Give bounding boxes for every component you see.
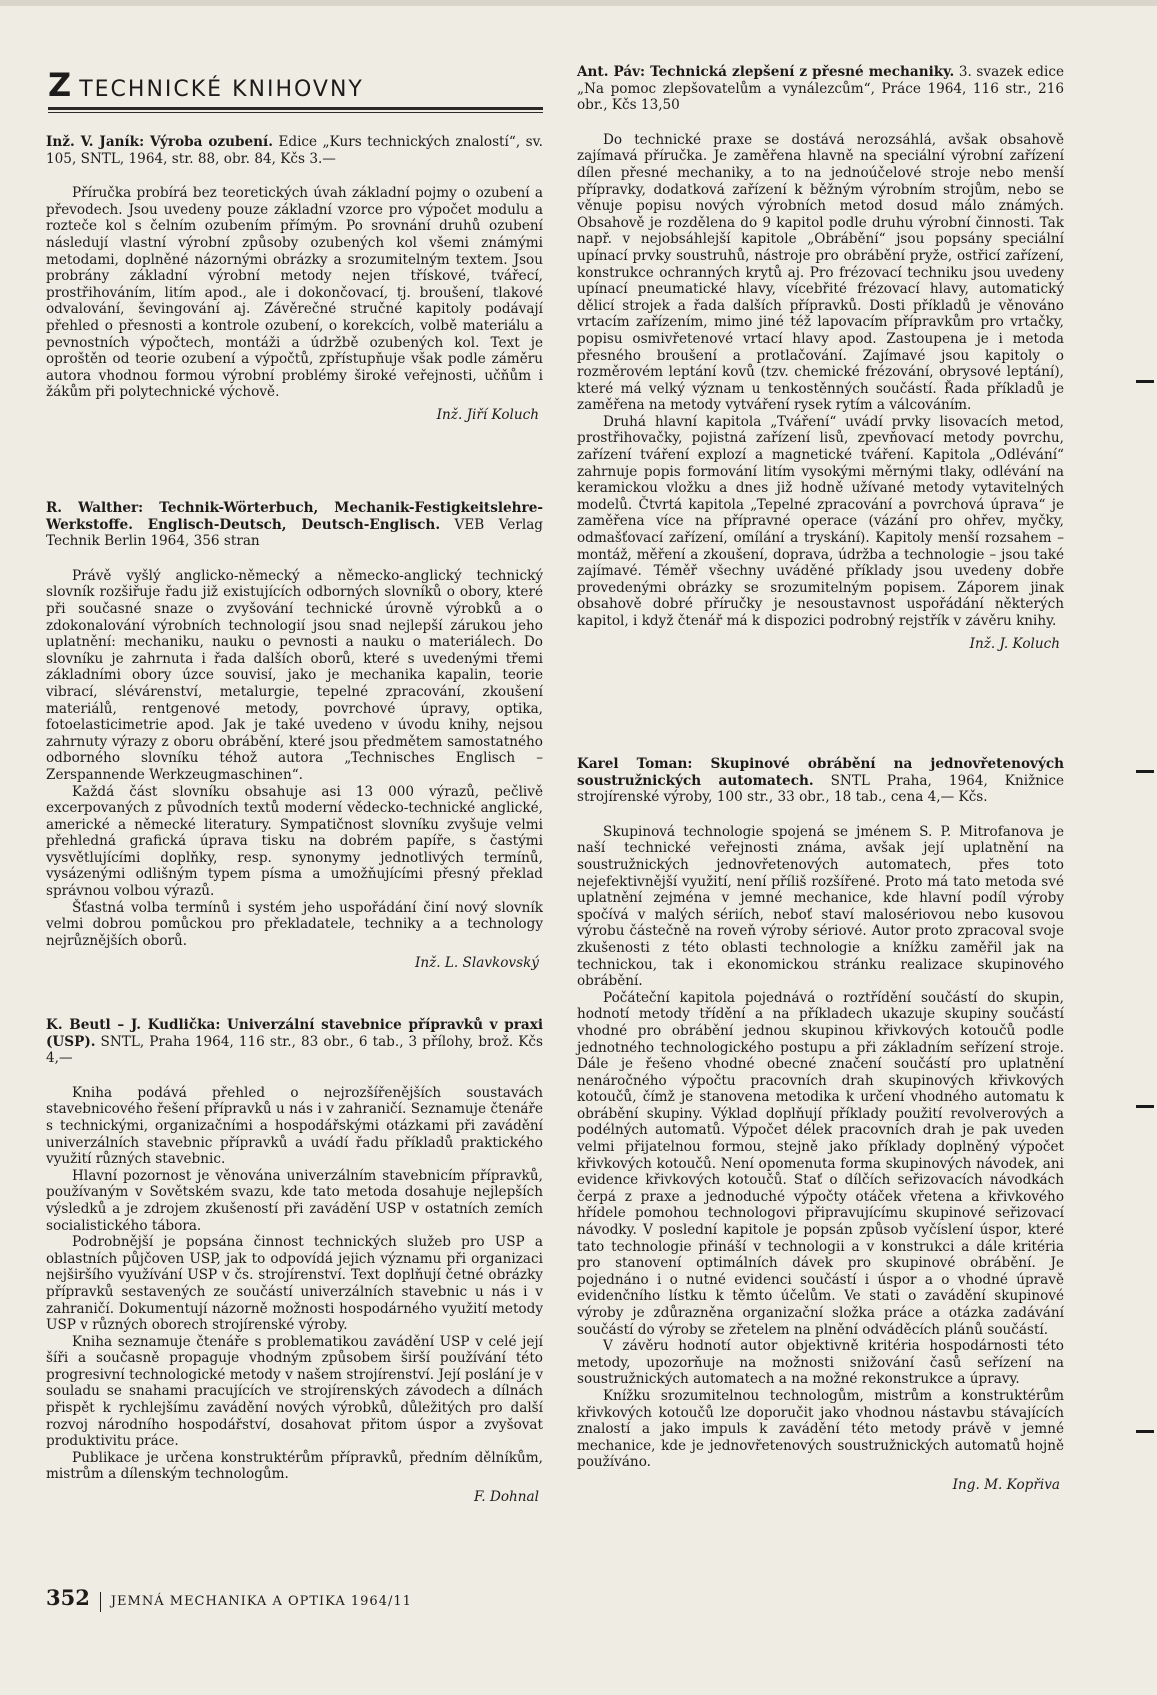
review-paragraph: V závěru hodnotí autor objektivně kritéria hospodárnosti této metody, upozorňuje na možnosti snižování časů seřízení na soustružnických automatech a na možné rekonstrukce a úpravy.: [577, 1338, 1064, 1388]
review-paragraph: Právě vyšlý anglicko-německý a německo-anglický technický slovník rozšiřuje řadu již existujících odborných slovníků o obory, které při současné snaze o zvyšování technické úrovně výrobků a o zdokonalování výrobních technologií jsou snad nejlepší zárukou jeho uplatnění: mechaniku, nauku o pevnosti a nauku o materiálech. Do slovníku je zahrnuta i řada dalších oborů, které s uvedenými třemi základními obory úzce souvisí, jako je mechanika kapalin, teorie vibrací, slévárenství, metalurgie, tepelné zpracování, zkoušení materiálů, rentgenové metody, povrchové úpravy, optika, fotoelasticimetrie apod. Jak je také uvedeno v úvodu knihy, nejsou zahrnuty výrazy z oboru obrábění, které jsou předmětem samostatného odborného slovníku téhož autora „Technisches Englisch – Zerspannende Werkzeugmaschinen“.: [46, 567, 543, 783]
review-header-rest: VEB Verlag Technik Berlin 1964, 356 stran: [46, 516, 544, 550]
review-paragraph: Podrobnější je popsána činnost technických služeb pro USP a oblastních půjčoven USP, jak to odpovídá jejich významu při organizaci nejširšího využívání USP v čs. strojírenství. Text doplňují četné obrázky přípravků sestavených ze součástí univerzálních stavebnic u nás i v zahraničí. Dokumentují názorně možnosti hospodárného využití metody USP v různých oborech strojírenské výroby.: [46, 1234, 543, 1334]
review-signature: Inž. J. Koluch: [969, 635, 1060, 652]
margin-mark: [1136, 1105, 1154, 1108]
review-paragraph: Příručka probírá bez teoretických úvah základní pojmy o ozubení a převodech. Jsou uvedeny pouze základní vzorce pro výpočet modulu a roztеče kol s čelním ozubením přímým. Po srovnání druhů ozubení následují vlastní výrobní způsoby ozubených kol všemi známými metodami, doplněné názornými obrázky a srozumitelným textem. Jsou probrány základní výrobní metody nejen třískové, tvářecí, prostřihováním, litím apod., ale i dokončovací, tj. broušení, tlakové odvalování, ševingování aj. Závěrečné stručné kapitoly podávají přehled o přesnosti a kontrole ozubení, o korekcích, volbě materiálu a pevnostních výpočtech, montáži a údržbě ozubených kol. Text je oproštěn od teorie ozubení a výpočtů, zpřístupňuje však podle záměru autora vhodnou formou výrobní problémy široké veřejnosti, učňům i žákům při polytechnické výchově.: [46, 185, 543, 401]
review-signature: Ing. M. Kopřiva: [952, 1476, 1060, 1493]
review-header: [577, 64, 1064, 114]
review-signature: Inž. Jiří Koluch: [436, 406, 539, 423]
review-header-rest: SNTL, Praha 1964, 116 str., 83 obr., 6 tab., 3 přílohy, brož. Kčs 4,—: [46, 1033, 543, 1067]
review-header-rest: SNTL Praha, 1964, Knižnice strojírenské výroby, 100 str., 33 obr., 18 tab., cena 4,— Kčs.: [577, 772, 1064, 806]
review-header-bold: Ant. Páv: Technická zlepšení z přesné mechaniky.: [577, 64, 955, 80]
review-header-rest: Edice „Kurs technických znalostí“, sv. 105, SNTL, 1964, str. 88, obr. 84, Kčs 3.—: [46, 134, 543, 167]
review-walther: [46, 500, 543, 972]
review-paragraph: Knížku srozumitelnou technologům, mistrům a konstruktérům křivkových kotoučů lze doporučit jako vhodnou nástavbu stávajících znalostí a jako impuls k zavádění této metody právě v jemné mechanice, kde je jednovřetenových soustružnických automatů hojně používáno.: [577, 1387, 1064, 1471]
journal-name: JEMNÁ MECHANIKA A OPTIKA 1964/11: [110, 1594, 412, 1609]
review-paragraph: Skupinová technologie spojená se jménem S. P. Mitrofanova je naší technické veřejnosti známa, avšak její uplatnění na soustružnických jednovřetenových automatech, přes toto nejefektivnější využití, není příliš rozšířené. Proto má tato metoda své uplatnění zejména v jemné mechanice, kde hlavní podíl výroby spočívá v malých sériích, neboť staví malosériovou nebo kusovou výrobu částečně na roveň výroby sériové. Autor proto zpracoval svoje zkušenosti z této oblasti technologie a knížku zaměřil jak na technickou, tak i ekonomickou stránku realizace skupinového obrábění.: [577, 823, 1064, 990]
margin-mark: [1136, 770, 1154, 773]
margin-mark: [1136, 380, 1154, 383]
section-rule-thin: [48, 112, 543, 113]
page-top-edge: [0, 0, 1157, 6]
section-title-initial: Z: [48, 66, 74, 104]
review-paragraph: Publikace je určena konstruktérům přípravků, předním dělníkům, mistrům a dílenským technologům.: [46, 1449, 543, 1483]
footer-separator: [100, 1592, 101, 1612]
review-header-rest: 3. svazek edice „Na pomoc zlepšovatelům a vynálezcům“, Práce 1964, 116 str., 216 obr., Kčs 13,50: [577, 64, 1064, 114]
review-pav: [577, 64, 1064, 652]
review-paragraph: Kniha podává přehled o nejrozšířenějších soustavách stavebnicového řešení přípravků u nás i v zahraničí. Seznamuje čtenáře s technickými, organizačními a hospodářskými otázkami při zavádění univerzálních stavebnic přípravků a uvádí řadu příkladů praktického využití různých stavebnic.: [46, 1084, 543, 1168]
section-title-rest: TECHNICKÉ KNIHOVNY: [79, 77, 364, 102]
review-signature: F. Dohnal: [473, 1489, 539, 1506]
section-title: [48, 66, 543, 110]
review-paragraph: Kniha seznamuje čtenáře s problematikou zavádění USP v celé její šíři a současně propaguje vhodným způsobem širší používání této progresivní technologické metody v našem strojírenství. Její poslání je v souladu se snahami pracujících ve strojírenských závodech a dílnách přispět k rychlejšímu zavádění nových výrobků, důležitých pro další rozvoj národního hospodářství, dosahovat přitom úspor a zvyšovat produktivitu práce.: [46, 1333, 543, 1450]
review-paragraph: Počáteční kapitola pojednává o roztřídění součástí do skupin, hodnotí metody třídění a na příkladech ukazuje skupiny součástí vhodné pro obrábění jednou skupinou křivkových kotoučů podle jednotného technologického postupu a při základním seřízení stroje. Dále je řešeno vhodné obecné značení součástí pro uplatnění nenáročného výpočtu pracovních drah skupinových křivkových kotoučů, čímž je stanovena metodika k určení vhodného automatu k obrábění skupiny. Výklad doplňují příklady použití revolverových a podélných automatů. Výpočet délek pracovních drah je pak uveden velmi přijatelnou formou, stejně jako příklady doplněný výpočet křivkových kotoučů. Není opomenuta forma skupinových návodek, ani evidence křivkových kotoučů. Stať o dílčích seřizovacích návodkách čerpá z praxe a jednoduché výpočty otáček vřetena a křivkového hřídele pomohou technologovi připravujícímu skupinové seřizovací návodky. V poslední kapitole je popsán způsob vyčíslení úspor, které tato technologie přináší v technologii a v konstrukci a dále kritéria pro stanovení optimálních dávek pro skupinové obrábění. Je pojednáno i o nutné evidenci součástí i úspor a o vhodné úpravě evidenčního lístku k těmto účelům. Ve stati o zavádění skupinové výroby je zdůrazněna organizační složka práce a otázka zadávání součástí do výroby se zřetelem na plnění odváděcích plánů součástí.: [577, 989, 1064, 1338]
review-header-bold: Karel Toman: Skupinové obrábění na jednovřetenových soustružnických automatech.: [577, 756, 1064, 789]
review-header-bold: Inž. V. Janík: Výroba ozubení.: [46, 134, 273, 150]
review-beutl: [46, 1017, 543, 1506]
review-janik: [46, 134, 543, 424]
section-rule: [48, 107, 543, 110]
page-number: 352: [46, 1585, 90, 1610]
review-paragraph: Šťastná volba termínů i systém jeho uspořádání činí nový slovník velmi dobrou pomůckou pro překladatele, techniky a a technology nejrůznějších oborů.: [46, 899, 543, 949]
review-header: [46, 500, 543, 550]
review-header: [46, 1017, 543, 1067]
review-paragraph: Druhá hlavní kapitola „Tváření“ uvádí prvky lisovacích metod, prostřihovačky, pojistná zařízení lisů, zpevňovací metody povrchu, zařízení tváření explozí a magnetické tváření. Kapitola „Odlévání“ zahrnuje popis formování litím vysokými měrnými tlaky, odlévání na keramickou vložku a dnes již hodně užívané metody vytavitelných modelů. Čtvrtá kapitola „Tepelné zpracování a povrchová úprava“ je zaměřena více na přípravné operace (vázání pro ohřev, myčky, odmašťovací zařízení, omílání a tryskání). Kapitoly menší rozsahem – montáž, měření a zkoušení, doprava, údržba a technologie – jsou také zajímavé. Téměř všechny uváděné příklady jsou uvedeny dobře provedenými obrázky se srozumitelným popisem. Záporem jinak obsahově dobré příručky je nesoustavnost uspořádání některých kapitol, i když čtenář má k dispozici podrobný rejstřík v závěru knihy.: [577, 413, 1064, 629]
review-header-bold: K. Beutl – J. Kudlička: Univerzální stavebnice přípravků v praxi (USP).: [46, 1017, 543, 1050]
margin-mark: [1136, 1430, 1154, 1433]
review-header: [46, 134, 543, 167]
review-header: [577, 756, 1064, 806]
review-paragraph: Hlavní pozornost je věnována univerzálním stavebnicím přípravků, používaným v Sovětském svazu, kde tato metoda dosahuje nejlepších výsledků a je zdrojem zkušeností při zavádění USP v ostatních zemích socialistického tábora.: [46, 1167, 543, 1234]
review-paragraph: Každá část slovníku obsahuje asi 13 000 výrazů, pečlivě excerpovaných z původních textů moderní vědecko-technické anglické, americké a německé literatury. Sympatičnost slovníku zvyšuje velmi přehledná grafická úprava tisku na dobrém papíře, s častými vysvětlujícími doplňky, resp. synonymy jednotlivých termínů, vysázenými odlišným typem písma a umožňujícími přesný překlad správnou volbou výrazů.: [46, 783, 543, 900]
review-paragraph: Do technické praxe se dostává nerozsáhlá, avšak obsahově zajímavá příručka. Je zaměřena hlavně na speciální výrobní zařízení dílen přesné mechaniky, a to na jednoúčelové stroje nebo menší přípravky, dodatková zařízení k běžným výrobním strojům, nebo se věnuje popisu nových výrobních metod dosud málo známých. Obsahově je rozdělena do 9 kapitol podle druhu výrobní činnosti. Tak např. v nejobsáhlejší kapitole „Obrábění“ jsou popsány speciální upínací prvky soustruhů, nástroje pro obrábění pryže, ostřicí zařízení, konstrukce ochranných krytů aj. Pro frézovací techniku jsou uvedeny upínací pneumatické hlavy, vícebřité frézovací hlavy, automatický dělicí strojek a řada dalších přípravků. Dosti příkladů je věnováno vrtacím zařízením, mimo jiné též lapovacím přípravkům pro vrtačky, popisu osmivřetenové vrtací hlavy apod. Zastoupena je i metoda přesného broušení a protlačování. Zajímavé jsou kapitoly o rozměrovém leptání kovů (tzv. chemické frézování, obrysové leptání), které má velký význam u tenkostěnných součástí. Řada příkladů je zaměřena na metody vytváření rysek rytím a válcováním.: [577, 131, 1064, 414]
review-toman: [577, 756, 1064, 1494]
review-header-bold: R. Walther: Technik-Wörterbuch, Mechanik-Festigkeitslehre-Werkstoffe. Englisch-Deutsch, Deutsch-Englisch.: [46, 500, 543, 533]
page-footer: [46, 1585, 412, 1615]
review-signature: Inž. L. Slavkovský: [414, 955, 539, 972]
